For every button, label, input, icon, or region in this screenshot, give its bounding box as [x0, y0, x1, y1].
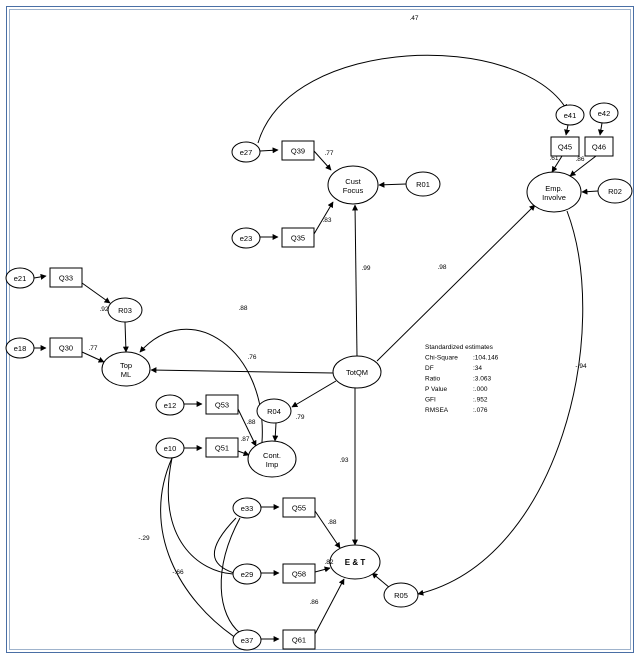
indicator-label: Q39 [290, 146, 306, 156]
latent-label2: ML [120, 370, 132, 379]
edge-corr-e33-e29 [214, 518, 236, 573]
edge-label-l88c: .88 [327, 519, 337, 526]
edge-totqm-custfocus [355, 205, 357, 356]
indicator-label: Q55 [291, 503, 307, 513]
stats-row-label: P Value [425, 386, 448, 393]
stats-heading: Standardized estimates [425, 344, 493, 351]
edge-totqm-r04 [292, 381, 336, 407]
edge-q30-topml [82, 352, 104, 362]
latent-label: E & T [344, 558, 366, 567]
stats-row-label: Chi-Square [425, 354, 458, 362]
latent-label2: Imp [265, 460, 279, 469]
stats-row-label: DF [425, 365, 434, 372]
error-label: e21 [13, 274, 27, 283]
edge-q58-et [315, 568, 330, 572]
stats-row-value: :.076 [473, 407, 488, 414]
edge-label-l86: .86 [309, 599, 319, 606]
edge-label-l76: .76 [247, 354, 257, 361]
error-label: e29 [240, 570, 254, 579]
edge-label-l29: -.29 [138, 535, 150, 542]
stats-row-label: Ratio [425, 375, 441, 383]
edge-label-l82: .82 [324, 559, 334, 566]
indicator-label: Q53 [214, 400, 230, 410]
edge-label-l77: .77 [324, 150, 334, 157]
error-label: e37 [240, 636, 254, 645]
indicator-q51[interactable] [206, 438, 238, 457]
residual-r04[interactable] [257, 399, 291, 423]
error-e27[interactable] [232, 142, 260, 162]
stats-row-label: GFI [425, 396, 436, 404]
edge-label-l87: .87 [240, 436, 250, 443]
latent-label: Top [119, 361, 133, 370]
latent-label: Emp. [545, 184, 563, 193]
indicator-label: Q51 [214, 443, 230, 453]
edge-arc-topml [140, 329, 262, 442]
error-label: e18 [13, 344, 27, 353]
edge-corr-e10-e29 [168, 458, 233, 574]
edge-r02-empinvolve [582, 191, 598, 192]
latent-et[interactable] [330, 545, 380, 579]
error-label: e27 [239, 148, 253, 157]
latent-label: TotQM [345, 368, 369, 377]
residual-label: R02 [608, 187, 622, 196]
indicator-q53[interactable] [206, 395, 238, 414]
error-e37[interactable] [233, 630, 261, 650]
edge-totqm-empinvolve [377, 205, 535, 361]
edge-label-l88b: .88 [246, 419, 256, 426]
error-label: e41 [563, 111, 577, 120]
indicator-label: Q61 [291, 635, 307, 645]
edge-label-l94: -.94 [575, 363, 587, 370]
latent-label2: Focus [342, 186, 364, 195]
indicator-q30[interactable] [50, 338, 82, 357]
residual-label: R03 [118, 306, 132, 315]
indicator-q33[interactable] [50, 268, 82, 287]
edge-label-l61: .61 [549, 155, 559, 162]
edge-label-l79: .79 [295, 414, 305, 421]
stats-block [425, 344, 499, 414]
stats-row-value: :3.063 [473, 375, 492, 383]
edge-r05-et [372, 573, 390, 588]
error-e18[interactable] [6, 338, 34, 358]
edge-label-l93: .93 [339, 457, 349, 464]
stats-row-value: :.000 [473, 386, 488, 393]
edge-label-l86b: .86 [575, 156, 585, 163]
edge-labels-layer [88, 15, 587, 606]
indicator-q45[interactable] [551, 137, 579, 156]
edge-q55-et [315, 511, 340, 548]
edge-label-l47: .47 [409, 15, 419, 22]
stats-row-value: :34 [473, 365, 483, 372]
nodes-layer [6, 103, 632, 650]
indicator-q55[interactable] [283, 498, 315, 517]
residual-r05[interactable] [384, 583, 418, 607]
error-label: e10 [163, 444, 177, 453]
error-e12[interactable] [156, 395, 184, 415]
error-e33[interactable] [233, 498, 261, 518]
indicator-q58[interactable] [283, 564, 315, 583]
latent-top_ml[interactable] [102, 352, 150, 386]
error-label: e23 [239, 234, 253, 243]
edge-e42-q46 [600, 123, 602, 135]
edge-r03-topml [125, 322, 126, 352]
error-e21[interactable] [6, 268, 34, 288]
latent-label2: Involve [542, 193, 566, 202]
edge-e27-q39 [260, 150, 278, 151]
edge-label-l66: -.66 [172, 569, 184, 576]
residual-r01[interactable] [406, 172, 440, 196]
edge-e21-q33 [34, 276, 46, 278]
residual-label: R01 [416, 180, 430, 189]
edge-label-l83: .83 [322, 217, 332, 224]
error-e23[interactable] [232, 228, 260, 248]
error-label: e42 [597, 109, 611, 118]
stats-row-value: :.952 [473, 396, 488, 404]
indicator-q61[interactable] [283, 630, 315, 649]
edges [34, 55, 602, 639]
error-e10[interactable] [156, 438, 184, 458]
error-e42[interactable] [590, 103, 618, 123]
edge-q61-et [315, 579, 344, 634]
error-label: e12 [163, 401, 177, 410]
residual-r03[interactable] [108, 298, 142, 322]
indicator-q46[interactable] [585, 137, 613, 156]
edge-arc-top [258, 55, 567, 143]
latent-label: Cust [345, 177, 361, 186]
indicator-q39[interactable] [282, 141, 314, 160]
latent-emp_involve[interactable] [527, 172, 581, 212]
indicator-label: Q45 [557, 142, 573, 152]
edge-r04-contimp [275, 423, 276, 441]
stats-row-label: RMSEA [425, 407, 449, 414]
edge-q33-r03 [82, 283, 110, 303]
indicator-q35[interactable] [282, 228, 314, 247]
stats-row-value: :104.146 [473, 354, 499, 362]
residual-label: R04 [267, 407, 281, 416]
latent-label: Cont. [263, 451, 281, 460]
error-label: e33 [240, 504, 254, 513]
indicator-label: Q35 [290, 233, 306, 243]
latent-cont_imp[interactable] [248, 441, 296, 477]
latent-totqm[interactable] [333, 356, 381, 388]
error-e29[interactable] [233, 564, 261, 584]
edge-totqm-topml [151, 370, 333, 373]
edge-label-l77b: .77 [88, 345, 98, 352]
edge-label-l98: .98 [437, 264, 447, 271]
residual-label: R05 [394, 591, 408, 600]
edge-label-l88: .88 [238, 305, 248, 312]
edge-label-l99: .99 [361, 265, 371, 272]
edge-e41-q45 [566, 125, 568, 135]
indicator-label: Q58 [291, 569, 307, 579]
latent-cust_focus[interactable] [328, 166, 378, 204]
edge-label-l92: .92 [99, 306, 109, 313]
edge-r01-custfocus [379, 184, 406, 185]
indicator-label: Q30 [58, 343, 74, 353]
indicator-label: Q33 [58, 273, 74, 283]
error-e41[interactable] [556, 105, 584, 125]
residual-r02[interactable] [598, 179, 632, 203]
edge-q51-contimp [238, 451, 249, 455]
indicator-label: Q46 [591, 142, 607, 152]
